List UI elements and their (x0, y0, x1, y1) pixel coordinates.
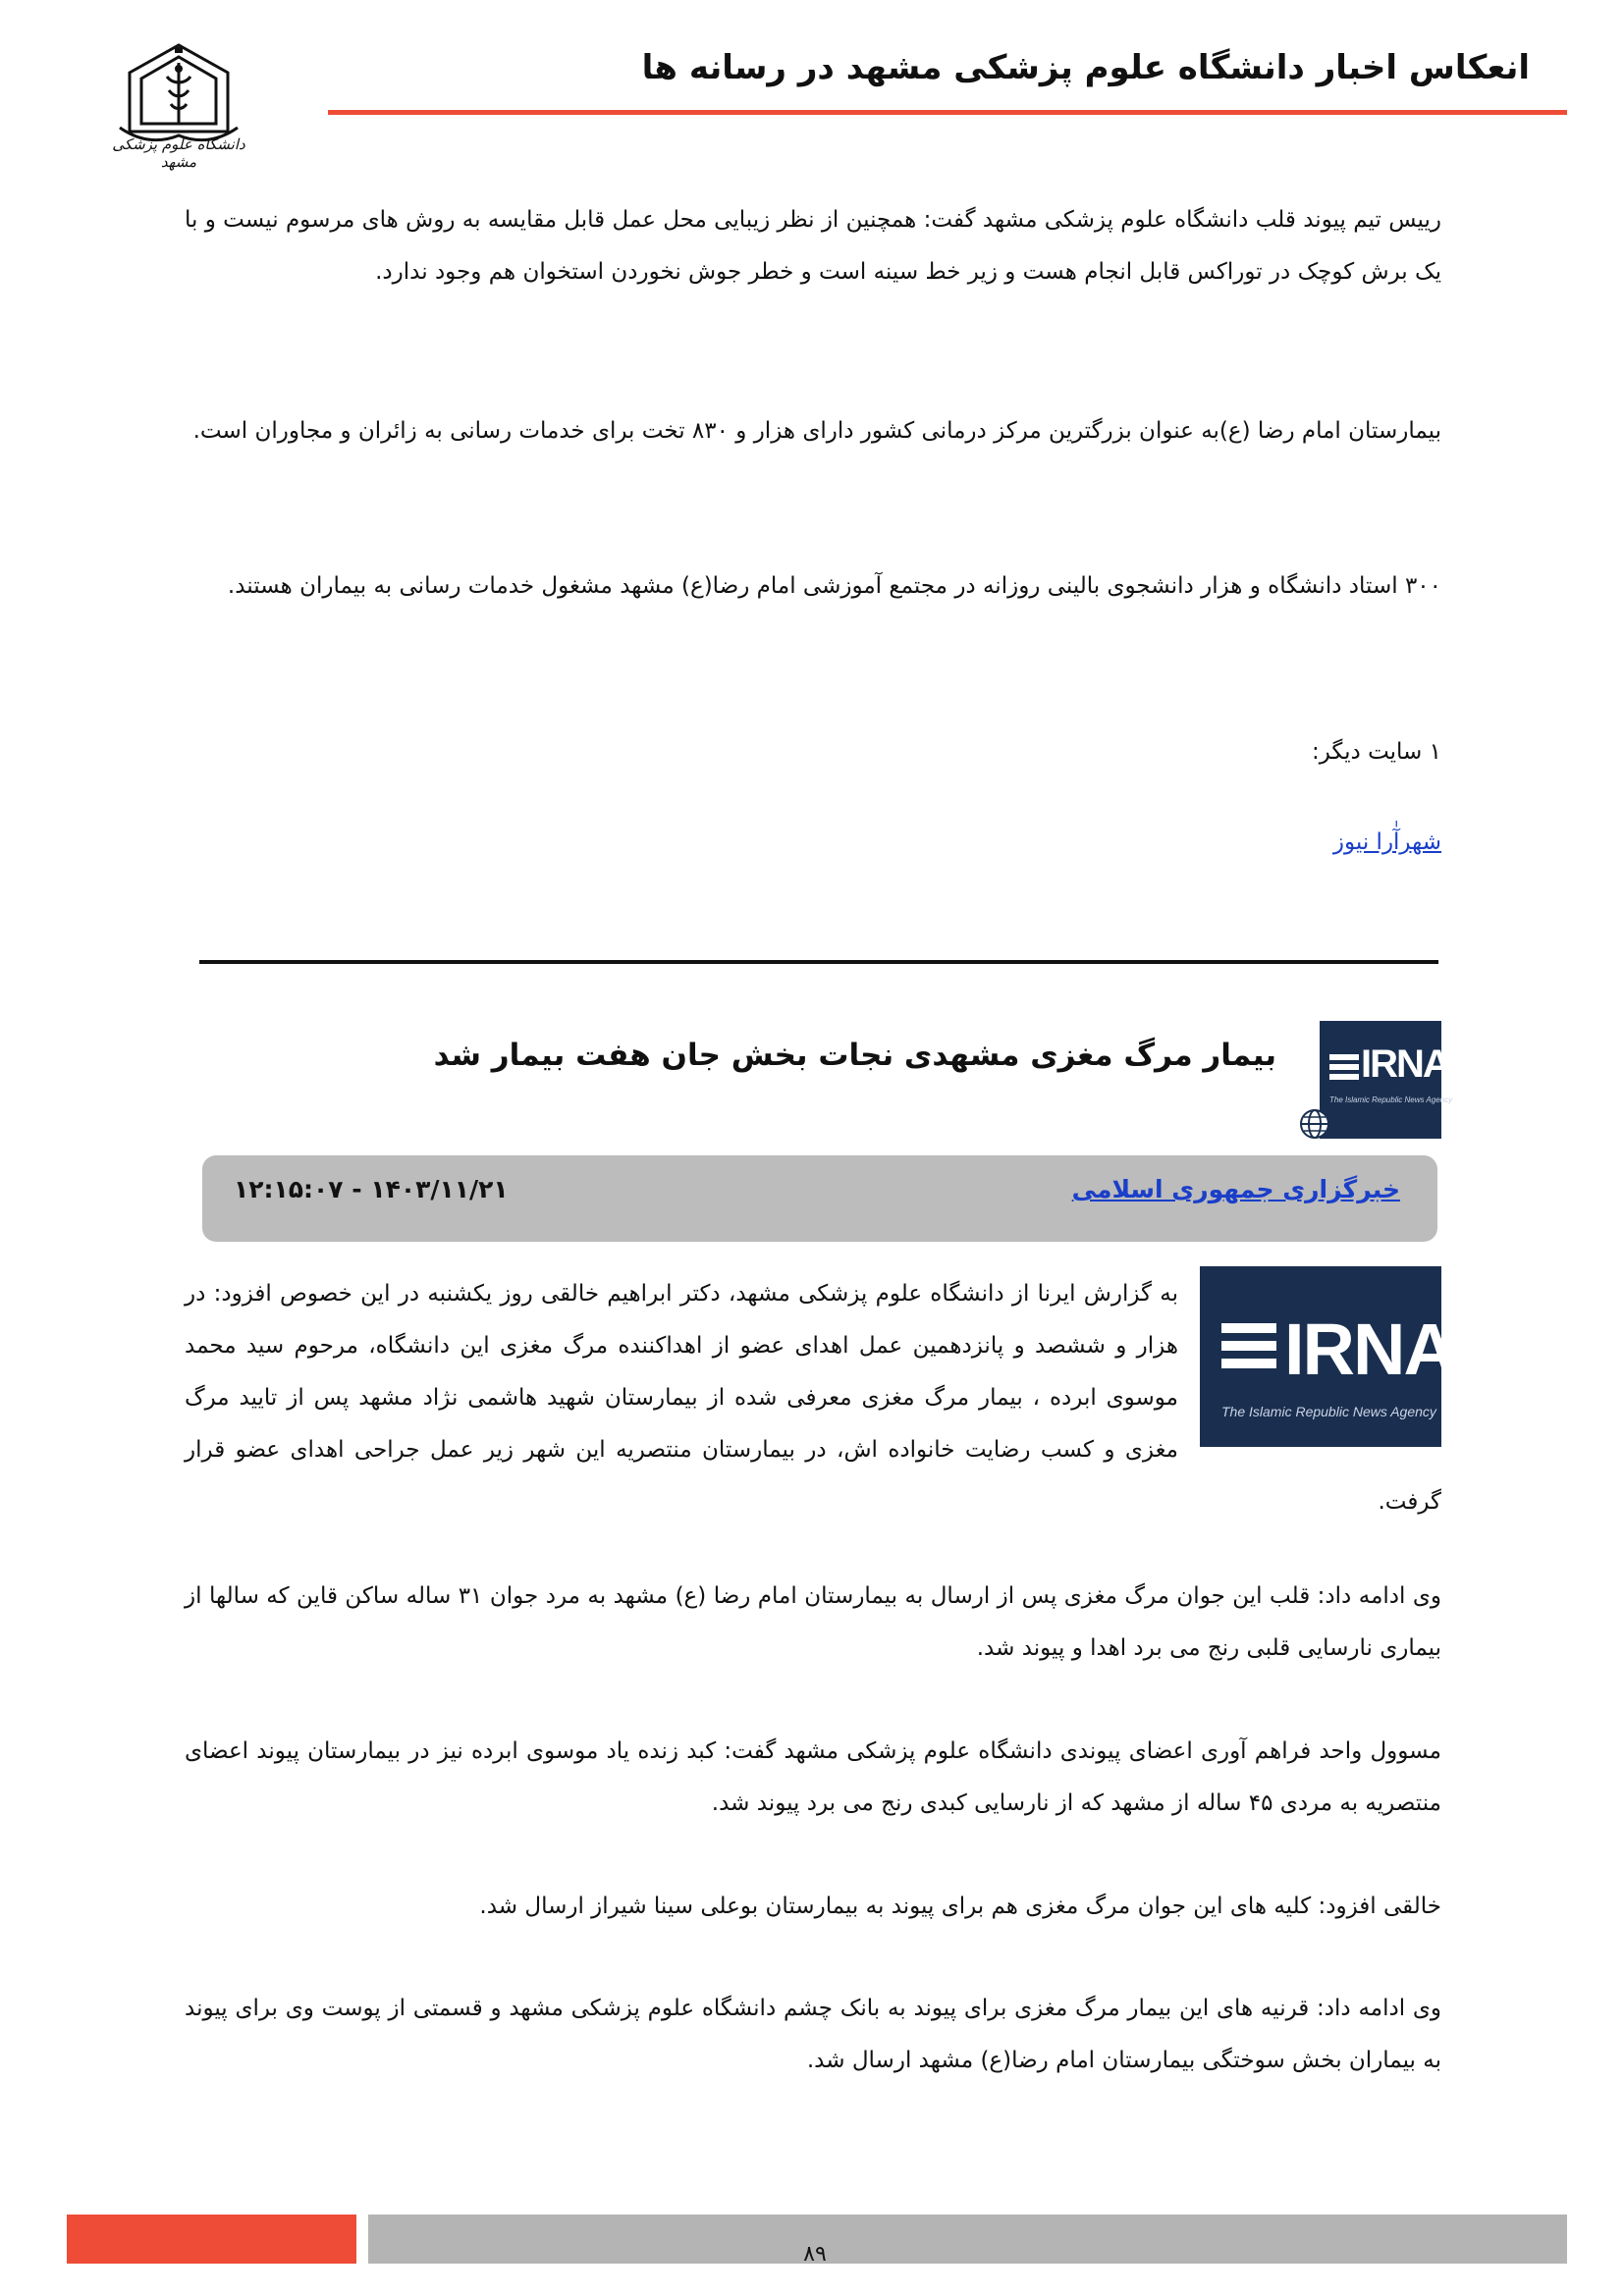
page-number: ۸۹ (803, 2242, 827, 2267)
irna-logo-text: IRNA (1284, 1308, 1454, 1390)
article-paragraph-2: مسوول واحد فراهم آوری اعضای پیوندی دانشگاه علوم پزشکی مشهد گفت: کبد زنده یاد موسوی ابرده نیز در بیمارستان پیوند اعضای منتصریه به مردی ۴۵ ساله از مشهد که از نارسایی کبدی رنج می برد پیوند شد. (185, 1738, 1441, 1816)
top-paragraph-3: ۳۰۰ استاد دانشگاه و هزار دانشجوی بالینی روزانه در مجتمع آموزشی امام رضا(ع) مشهد مشغول خدمات رسانی به بیماران هستند. (227, 573, 1441, 599)
other-sites-label: ۱ سایت دیگر: (1311, 739, 1441, 765)
top-paragraph-1: رییس تیم پیوند قلب دانشگاه علوم پزشکی مشهد گفت: همچنین از نظر زیبایی محل عمل قابل مقایسه به روش های مرسوم نیست و با یک برش کوچک در توراکس قابل انجام هست و زیر خط سینه است و خطر جوش نخوردن استخوان هم وجود ندارد. (185, 207, 1441, 285)
irna-logo-sub: The Islamic Republic News Agency (1329, 1095, 1453, 1104)
globe-icon (1298, 1107, 1331, 1141)
logo-float-space (1178, 1268, 1441, 1476)
other-sites-list (185, 817, 1441, 869)
irna-bars-icon (1329, 1054, 1359, 1084)
article-datetime: ۱۴۰۳/۱۱/۲۱ - ۱۲:۱۵:۰۷ (234, 1175, 509, 1203)
article-lead: به گزارش ایرنا از دانشگاه علوم پزشکی مشهد، دکتر ابراهیم خالقی روز یکشنبه در این خصوص افزود: در هزار و ششصد و پانزدهمین عمل اهدای عضو از اهداکننده مرگ مغزی این دانشگاه، مرحوم سید محمد موسوی ابرده ، بیمار مرگ مغزی معرفی شده از بیمارستان شهید هاشمی نژاد مشهد پس از تایید مرگ مغزی و کسب رضایت خانواده اش، در بیمارستان منتصریه این شهر زیر عمل جراحی اهدای عضو قرار گرفت. (185, 1281, 1441, 1515)
top-paragraph-2: بیمارستان امام رضا (ع)به عنوان بزرگترین مرکز درمانی کشور دارای هزار و ۸۳۰ تخت برای خدمات رسانی به زائران و مجاوران است. (192, 418, 1441, 444)
footer-bar (368, 2215, 1567, 2264)
irna-logo-text: IRNA (1361, 1042, 1449, 1086)
article-title: بیمار مرگ مغزی مشهدی نجات بخش جان هفت بیمار شد (433, 1038, 1276, 1073)
footer-accent-bar (67, 2215, 356, 2264)
irna-logo-sub: The Islamic Republic News Agency (1221, 1404, 1436, 1419)
article-meta-bar (202, 1155, 1437, 1242)
logo-caption: دانشگاه علوم پزشکی مشهد (112, 135, 245, 171)
section-divider (199, 960, 1438, 964)
article-paragraph-3: خالقی افزود: کلیه های این جوان مرگ مغزی هم برای پیوند به بیمارستان بوعلی سینا شیراز ارسال شد. (479, 1894, 1441, 1919)
header-rule (328, 110, 1567, 115)
agency-link[interactable]: خبرگزاری جمهوری اسلامی (1071, 1175, 1400, 1203)
irna-logo-small (1320, 1021, 1453, 1139)
article-paragraph-1: وی ادامه داد: قلب این جوان مرگ مغزی پس از ارسال به بیمارستان امام رضا (ع) مشهد به مرد جوان ۳۱ ساله ساکن قاین که سالها از بیماری نارسایی قلبی رنج می برد اهدا و پیوند شد. (185, 1583, 1441, 1661)
other-site-link[interactable]: شهرآٰرا نیوز (1332, 829, 1441, 855)
header-title: انعکاس اخبار دانشگاه علوم پزشکی مشهد در رسانه ها (641, 48, 1530, 87)
article-paragraph-4: وی ادامه داد: قرنیه های این بیمار مرگ مغزی برای پیوند به بانک چشم دانشگاه علوم پزشکی مشهد و قسمتی از پوست وی برای پیوند به بیماران بخش سوختگی بیمارستان امام رضا(ع) مشهد ارسال شد. (185, 1996, 1441, 2073)
article-lead-block (185, 1268, 1441, 1528)
